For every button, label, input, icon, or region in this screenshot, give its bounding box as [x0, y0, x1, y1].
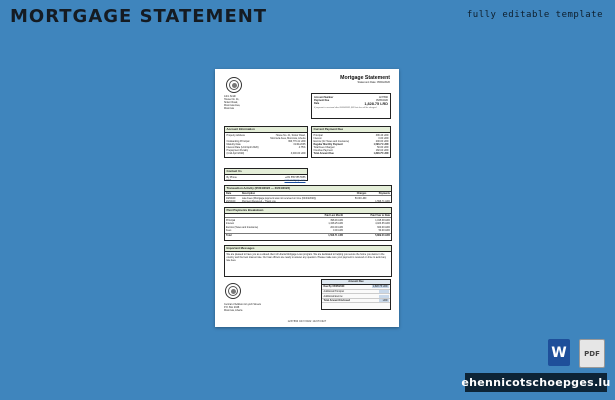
- table-row: 20/04/20 Payment Received – Thank you 1,596.71 LRD: [226, 200, 390, 204]
- account-row: Payment Due 05/05/2020: [314, 98, 388, 102]
- column-header: Paid Last Month: [299, 214, 344, 218]
- contact-row: By Phone +231 555 555 5555: [226, 175, 306, 179]
- address-line: House No. 41,: [224, 98, 240, 101]
- word-file-icon[interactable]: W: [548, 339, 570, 366]
- coupon-heading: Amount Due: [322, 280, 390, 285]
- coupon-row: Additional Escrow: [322, 294, 390, 299]
- account-info-section: [224, 126, 308, 158]
- payment-row: Principal 396.46 LRD: [313, 133, 389, 137]
- page-subtitle: fully editable template: [466, 10, 603, 20]
- statement-document: [215, 69, 399, 327]
- section-heading: Current Payment Due: [312, 127, 390, 133]
- breakdown-table: [225, 214, 391, 238]
- payment-row: Total Fees Charged 50.00 LRD: [313, 145, 389, 149]
- payment-row: Overdue Payment 182.04 LRD: [313, 148, 389, 152]
- lender-address: [224, 303, 274, 312]
- address-line: Monrovia, Liberia: [224, 309, 243, 312]
- section-heading: Important Messages: [225, 246, 391, 252]
- pdf-file-icon[interactable]: PDF: [579, 339, 605, 368]
- payment-row: Regular Monthly Payment 1,596.71 LRD: [313, 142, 389, 146]
- section-heading: Past Payments Breakdown: [225, 208, 391, 214]
- info-row: Outstanding Principal 396,776.41 LRD: [226, 139, 306, 143]
- page-title: MORTGAGE STATEMENT: [10, 6, 268, 27]
- column-header: Paid Year to Date: [344, 214, 391, 218]
- account-row: Date 1,828.75 LRD: [314, 101, 388, 106]
- account-row: Account Number 1237890: [314, 95, 388, 99]
- statement-date: Statement Date: 05/04/2020: [357, 81, 390, 84]
- coupon-row: Total Amount Enclosed LRD: [322, 299, 390, 304]
- column-header: Description: [241, 192, 348, 196]
- breakdown-section: [224, 207, 392, 241]
- info-row: (Until April 2020) 3,000.00 LRD: [226, 151, 306, 155]
- payment-row: Interest 0.00 LRD: [313, 136, 389, 140]
- address-line: Monrovia Area,: [224, 104, 241, 107]
- seal-icon: [225, 283, 241, 299]
- borrower-address: [224, 95, 264, 110]
- column-header: Date: [225, 192, 241, 196]
- column-header: Charges: [348, 192, 367, 196]
- address-line: Sinkor Road,: [224, 101, 238, 104]
- payment-coupon: [321, 279, 391, 310]
- section-heading: Transaction Activity (05/04/2022 — 30/04/2022): [225, 186, 391, 192]
- table-row: Escrow (Taxes and Insurance) 200.00 LRD 600.00 LRD: [226, 225, 390, 229]
- table-row: Principal 398.46 LRD 1,195.38 LRD: [226, 218, 390, 222]
- current-payment-section: [311, 126, 391, 158]
- payment-row: Total Amount Due 1,828.75 LRD: [313, 151, 389, 155]
- table-row: Total 1,596.71 LRD 5,869.03 LRD: [226, 234, 390, 238]
- info-row: Prepayment Penalty: [226, 148, 249, 152]
- account-summary-box: [311, 93, 391, 119]
- contact-section: [224, 168, 308, 181]
- coupon-row: Additional Principal: [322, 290, 390, 295]
- address-line: Central of Addison & Lynch Streets: [224, 303, 261, 306]
- transactions-section: [224, 185, 392, 203]
- table-row: Fees 0.00 LRD 50.00 LRD: [226, 229, 390, 233]
- borrower-name: John Smith: [224, 95, 236, 98]
- coupon-row: Due By 05/05/2020 1,828.75 LRD: [322, 285, 390, 290]
- section-heading: Contact Us: [225, 169, 307, 175]
- statement-title: Mortgage Statement: [340, 75, 390, 81]
- account-line-code: 1237890 04/7/2022 14/07/0027: [287, 320, 327, 323]
- seal-icon: [226, 77, 242, 93]
- column-header: Payments: [367, 192, 391, 196]
- table-row: 04/04/20 Late Fees (Mortgage payment was not received on time (04/04/2020)) 50.00 LRD: [226, 196, 367, 200]
- info-row: Maturity Date 01/01/2035: [226, 142, 306, 146]
- info-row: Interest Rate (Until April 2020) 4.75%: [226, 145, 306, 149]
- contact-row: Visit www.mortgage.com: [226, 178, 306, 182]
- messages-text: We are pleased to have you as a valued client of Liberia Mortgage Loan program. We are dedicated to helping you secure the home you desire in the country and the best interest rate. Our loan officers are ready to answer any question. Please make sure your payment is received on time to avoid any late fees.: [226, 252, 387, 262]
- transactions-table: [225, 192, 391, 204]
- address-line: Monrovia: [224, 107, 234, 110]
- info-row: Property Address House No. 41, Sinkor Road, Monrovia Area, Monrovia, Liberia: [226, 133, 306, 140]
- late-fee-note: If payment is received after 05/05/2020, $20 late fee will be charged: [314, 107, 377, 110]
- site-banner: ehennicotschoepges.lu: [465, 373, 607, 392]
- table-row: Interest 1,348.25 LRD 4,023.65 LRD: [226, 222, 390, 226]
- messages-section: [224, 245, 392, 277]
- payment-row: Escrow (for Taxes and Insurance) 200.00 LRD: [313, 139, 389, 143]
- section-heading: Account Information: [225, 127, 307, 133]
- address-line: P.O. Box 2048: [224, 306, 240, 309]
